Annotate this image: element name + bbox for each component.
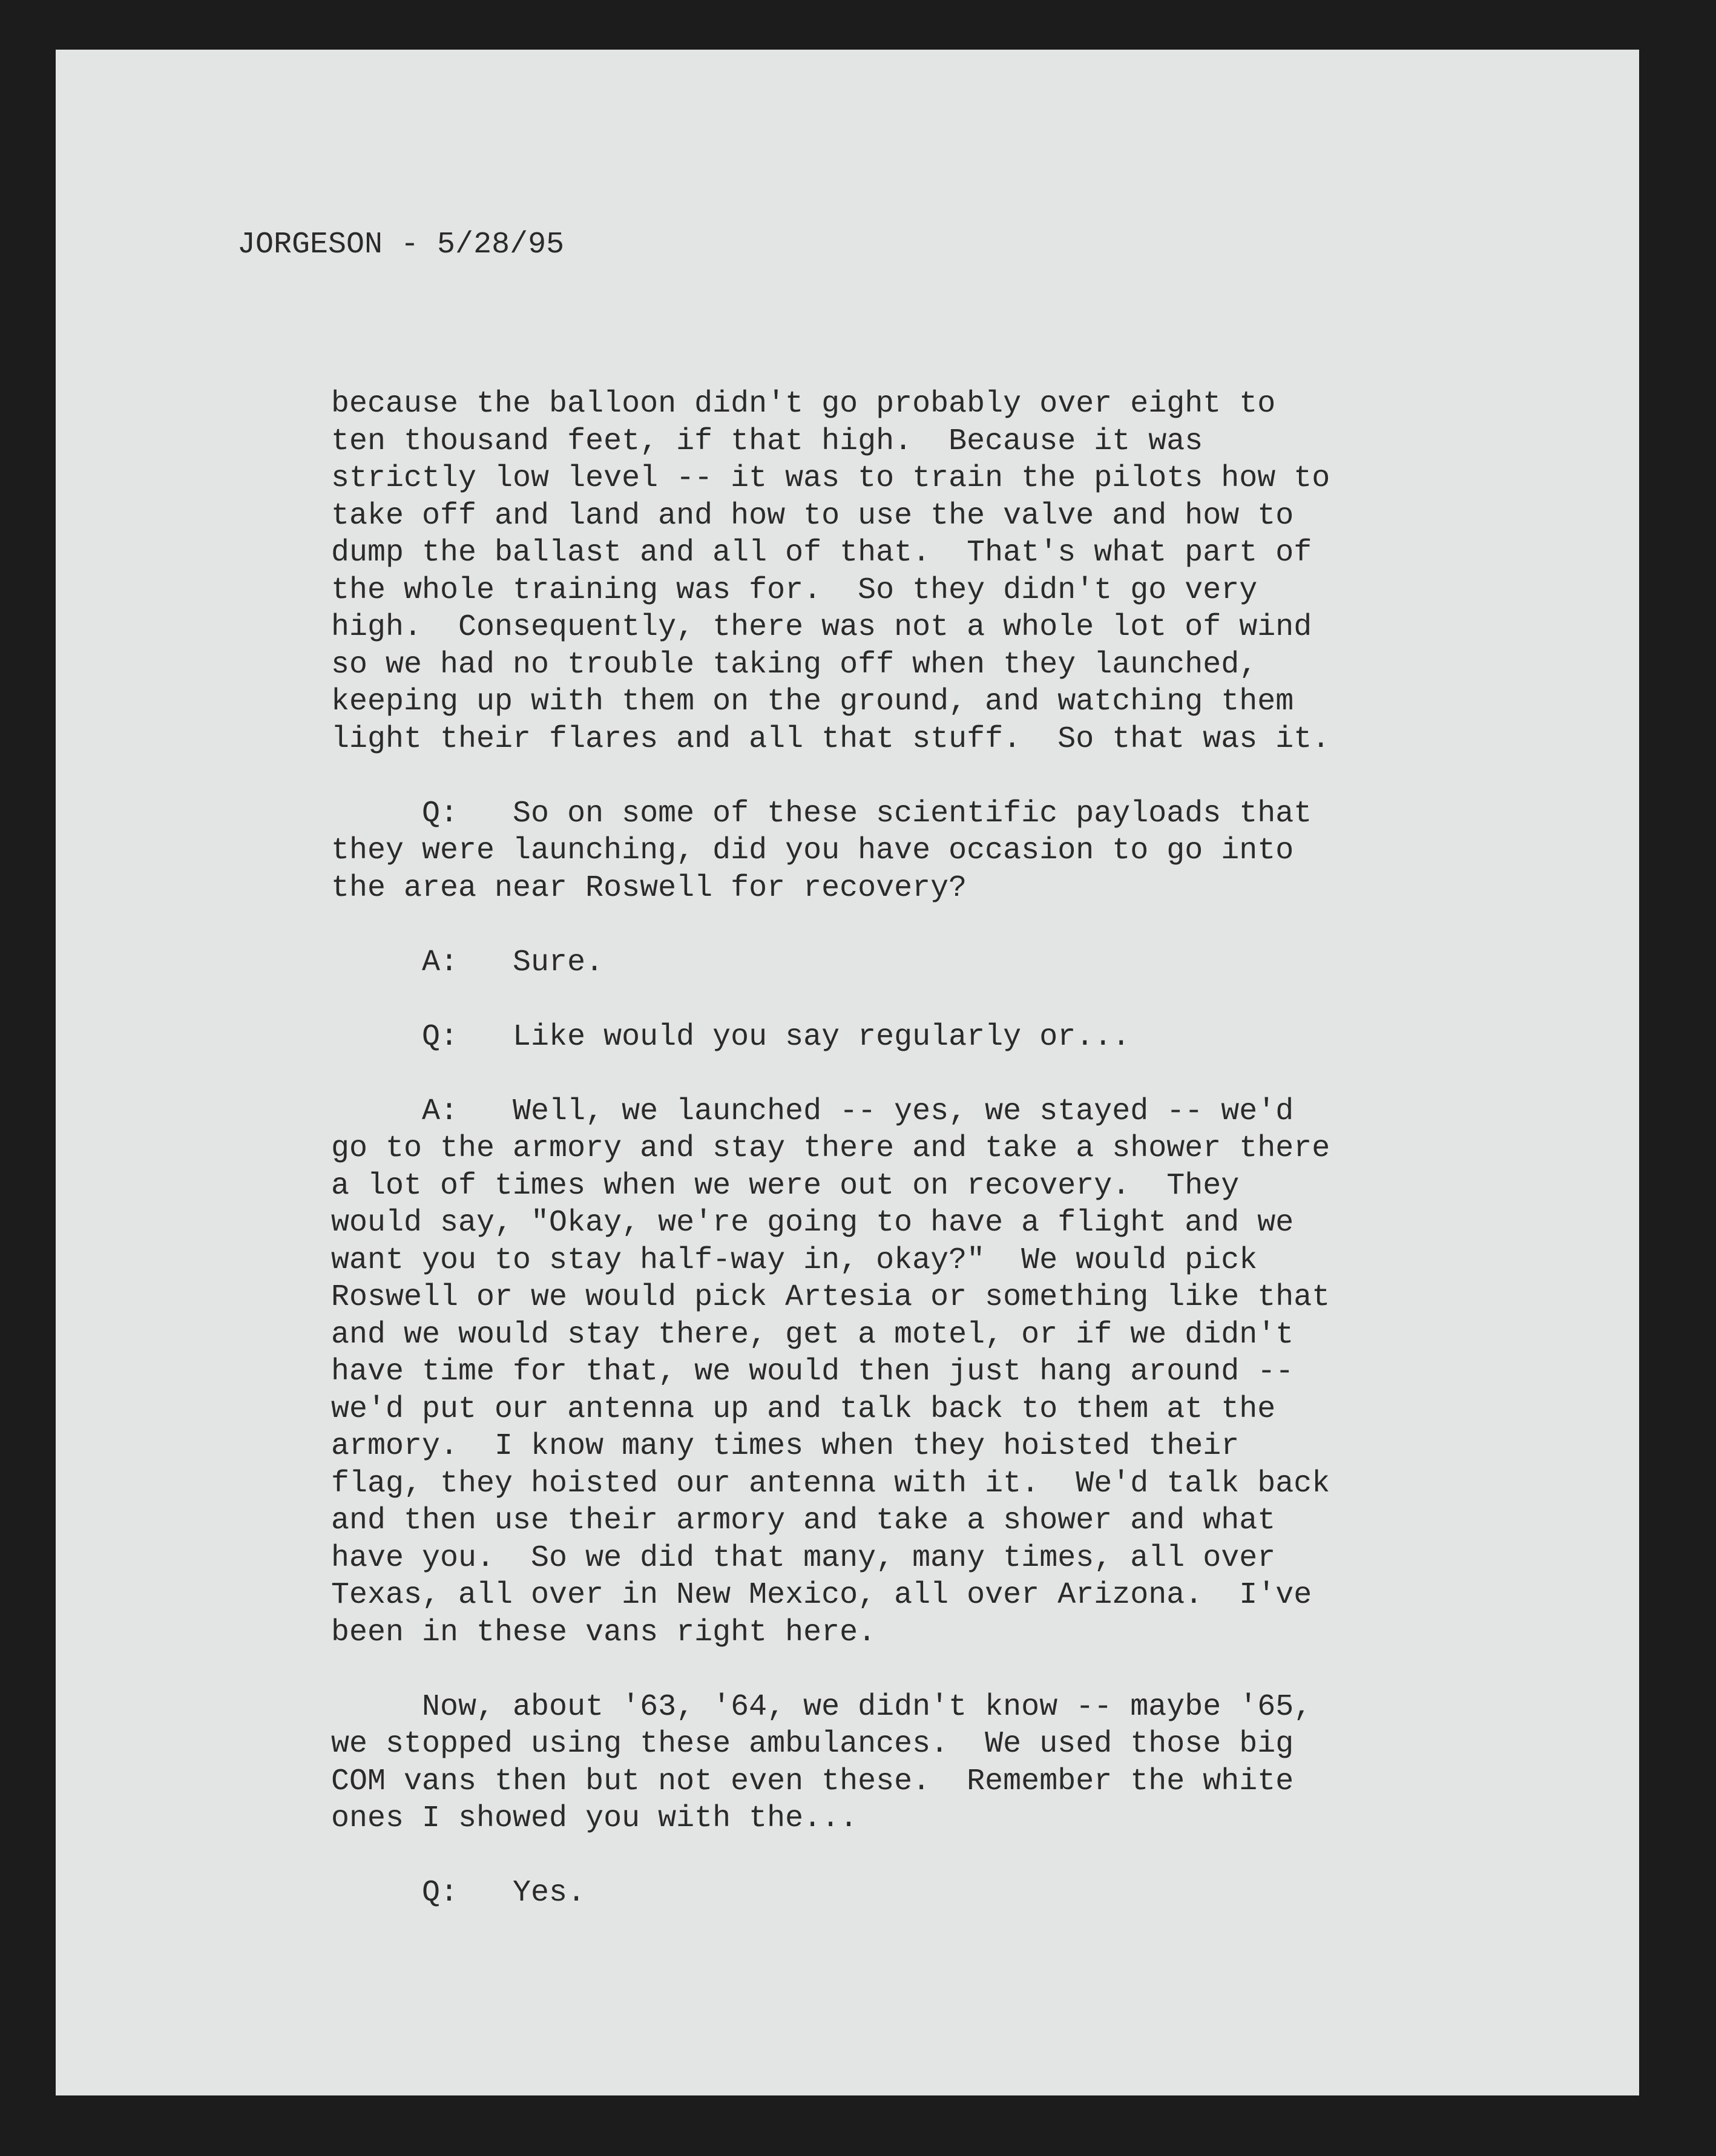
text-line: a lot of times when we were out on recovery. They [331, 1168, 1240, 1203]
text-line: because the balloon didn't go probably over eight to [331, 387, 1276, 421]
text-line: we'd put our antenna up and talk back to them at the [331, 1392, 1276, 1427]
text-line: dump the ballast and all of that. That's what part of [331, 536, 1312, 570]
text-line: Now, about '63, '64, we didn't know -- maybe '65, [331, 1689, 1312, 1724]
text-line: armory. I know many times when they hoisted their [331, 1429, 1240, 1464]
text-line: Roswell or we would pick Artesia or something like that [331, 1280, 1330, 1315]
text-line: Texas, all over in New Mexico, all over Arizona. I've [331, 1578, 1312, 1612]
transcript-paragraph [331, 386, 1542, 758]
transcript-paragraph [331, 1019, 1542, 1056]
transcript-paragraph [331, 795, 1542, 907]
page-header: JORGESON - 5/28/95 [237, 228, 565, 262]
text-line: ten thousand feet, if that high. Because it was [331, 424, 1203, 459]
text-line: Q: So on some of these scientific payloads that [331, 796, 1312, 831]
text-line: Q: Yes. [331, 1876, 586, 1910]
text-line: ones I showed you with the... [331, 1801, 858, 1836]
text-line: flag, they hoisted our antenna with it. We'd talk back [331, 1466, 1330, 1501]
text-line: Q: Like would you say regularly or... [331, 1019, 1131, 1054]
transcript-paragraph [331, 944, 1542, 982]
text-line: light their flares and all that stuff. So that was it. [331, 721, 1330, 757]
text-line: would say, "Okay, we're going to have a flight and we [331, 1206, 1294, 1240]
text-line: and we would stay there, get a motel, or if we didn't [331, 1317, 1294, 1352]
text-line: keeping up with them on the ground, and watching them [331, 685, 1294, 719]
transcript-paragraph [331, 1689, 1542, 1838]
text-line: COM vans then but not even these. Remember the white [331, 1764, 1294, 1799]
text-line: take off and land and how to use the valve and how to [331, 498, 1294, 533]
text-line: have time for that, we would then just hang around -- [331, 1355, 1294, 1389]
text-line: the whole training was for. So they didn't go very [331, 573, 1258, 608]
text-line: so we had no trouble taking off when they launched, [331, 647, 1258, 682]
text-line: they were launching, did you have occasion to go into [331, 833, 1294, 868]
transcript-body [331, 386, 1542, 1949]
text-line: A: Well, we launched -- yes, we stayed -- we'd [331, 1094, 1294, 1129]
text-line: high. Consequently, there was not a whole lot of wind [331, 610, 1312, 645]
text-line: the area near Roswell for recovery? [331, 870, 967, 905]
text-line: have you. So we did that many, many times, all over [331, 1540, 1276, 1576]
document-page [56, 50, 1639, 2095]
text-line: want you to stay half-way in, okay?" We would pick [331, 1243, 1258, 1278]
text-line: go to the armory and stay there and take a shower there [331, 1131, 1330, 1166]
text-line: and then use their armory and take a shower and what [331, 1504, 1276, 1538]
text-line: been in these vans right here. [331, 1615, 876, 1650]
transcript-paragraph [331, 1875, 1542, 1912]
text-line: strictly low level -- it was to train the pilots how to [331, 461, 1330, 496]
transcript-paragraph [331, 1093, 1542, 1652]
text-line: we stopped using these ambulances. We used those big [331, 1727, 1294, 1761]
text-line: A: Sure. [331, 945, 604, 980]
